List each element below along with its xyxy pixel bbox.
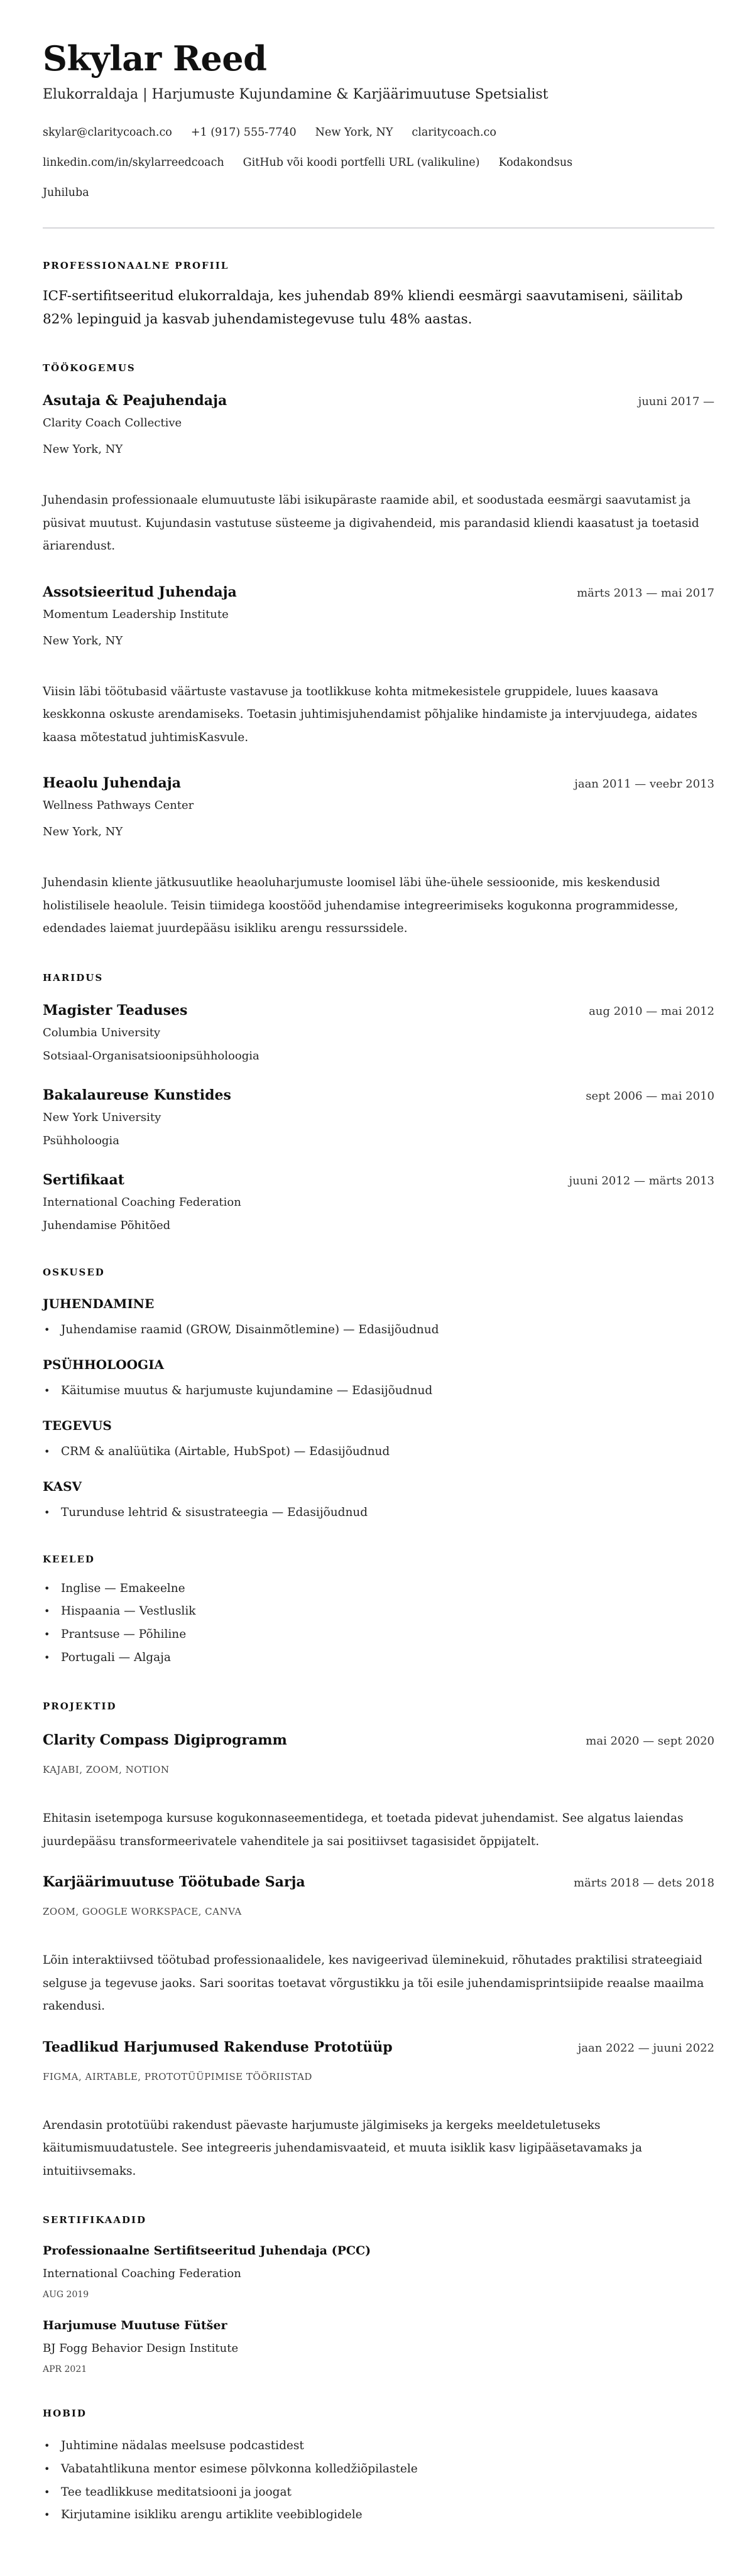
education-entry	[43, 1086, 714, 1150]
project-entry	[43, 2038, 714, 2184]
job-description: Juhendasin professionaale elumuutuste läbi isikupäraste raamide abil, et soodustada eesmärgi saavutamist ja püsivat muutust. Kujundasin vastutuse süsteeme ja digivahendeid, mis parandasid kliendi kaasatust ja toetasid äriarendust.	[43, 494, 699, 553]
project-description: Lõin interaktiivsed töötubad professionaalidele, kes navigeerivad üleminekuid, rõhutades praktilisi strateegiaid selguse ja tegevuse jaoks. Sari sooritas toetavat võrgustikku ja tõi esile juhendamisprintsiipide reaalse maailma rakendusi.	[43, 1954, 704, 2013]
certifications-section	[43, 2214, 714, 2376]
skill-item: • CRM & analüütika (Airtable, HubSpot) — Edasijõudnud	[61, 1442, 714, 1461]
project-description: Arendasin prototüübi rakendust päevaste harjumuste jälgimiseks ja kergeks meeldetuletuseks käitumismuudatustele. See integreeris juhendamisvaateid, et muuta isiklik kasv ligipääsetavamaks ja intuitiivsemaks.	[43, 2118, 642, 2178]
project-entry	[43, 1873, 714, 2018]
job-dates: juuni 2017 —	[638, 395, 714, 408]
entry-header	[43, 1731, 714, 1750]
section-title: KEELED	[43, 1553, 95, 1565]
job-description: Viisin läbi töötubasid väärtuste vastavuse ja tootlikkuse kohta mitmekesistele gruppidele, luues kaasava keskkonna oskuste arendamiseks. Toetasin juhtimisjuhendamist põhjalike hindamiste ja intervjuudega, aidates kaasa mõtestatud juhtimisKasvule.	[43, 685, 697, 744]
certification-entry	[43, 2243, 714, 2302]
contact-github: GitHub või koodi portfelli URL (valikuline)	[243, 156, 480, 169]
experience-section	[43, 362, 714, 941]
skill-list	[43, 1382, 714, 1400]
experience-entry	[43, 392, 714, 558]
experience-entry	[43, 774, 714, 941]
entry-header	[43, 583, 714, 602]
entry-header	[43, 392, 714, 411]
job-description: Juhendasin kliente jätkusuutlike heaoluharjumuste loomisel läbi ühe-ühele sessioonide, mis keskendusid holistilisele heaolule. Teisin tiimidega koostööd juhendamise integreerimiseks kogukonna programmidesse, edendades laiemat juurdepääsu isikliku arengu ressurssidele.	[43, 876, 679, 935]
entry-header	[43, 1002, 714, 1020]
skill-list	[43, 1442, 714, 1461]
languages-section	[43, 1554, 714, 1670]
field-of-study: Juhendamise Põhitõed	[43, 1218, 171, 1232]
language-item: • Hispaania — Vestluslik	[61, 1600, 714, 1623]
project-tech-stack: FIGMA, AIRTABLE, PROTOTÜÜPIMISE TÖÖRIISTAD	[43, 2070, 312, 2082]
section-title: OSKUSED	[43, 1266, 105, 1278]
profile-summary: ICF-sertifitseeritud elukorraldaja, kes juhendab 89% kliendi eesmärgi saavutamiseni, säilitab 82% lepinguid ja kasvab juhendamistegevuse tulu 48% aastas.	[43, 288, 683, 327]
language-item: • Portugali — Algaja	[61, 1647, 714, 1670]
school-name: New York University	[43, 1110, 161, 1124]
skill-item: • Turunduse lehtrid & sisustrateegia — Edasijõudnud	[61, 1503, 714, 1522]
skill-item: • Juhendamise raamid (GROW, Disainmõtlemine) — Edasijõudnud	[61, 1321, 714, 1339]
candidate-name: Skylar Reed	[43, 38, 267, 78]
company-name: Clarity Coach Collective	[43, 416, 182, 430]
skill-category-title: PSÜHHOLOOGIA	[43, 1356, 164, 1372]
project-tech-stack: ZOOM, GOOGLE WORKSPACE, CANVA	[43, 1906, 242, 1918]
hobby-item: • Tee teadlikkuse meditatsiooni ja joogat	[61, 2481, 714, 2504]
language-list	[43, 1578, 714, 1670]
project-name: Karjäärimuutuse Töötubade Sarja	[43, 1874, 305, 1891]
header-divider	[43, 227, 714, 229]
skill-category-title: JUHENDAMINE	[43, 1296, 155, 1311]
school-name: Columbia University	[43, 1026, 161, 1039]
entry-header	[43, 2038, 714, 2057]
project-name: Clarity Compass Digiprogramm	[43, 1732, 287, 1749]
projects-section	[43, 1701, 714, 2183]
job-title: Assotsieeritud Juhendaja	[43, 583, 237, 600]
education-dates: aug 2010 — mai 2012	[589, 1004, 714, 1018]
job-title: Heaolu Juhendaja	[43, 775, 181, 791]
entry-header	[43, 774, 714, 793]
education-entry	[43, 1002, 714, 1066]
hobby-item: • Juhtimine nädalas meelsuse podcastidest	[61, 2435, 714, 2458]
project-tech-stack: KAJABI, ZOOM, NOTION	[43, 1764, 170, 1776]
education-dates: sept 2006 — mai 2010	[586, 1089, 714, 1103]
skill-list	[43, 1321, 714, 1339]
contact-row	[43, 178, 714, 208]
education-entry	[43, 1171, 714, 1235]
language-item: • Inglise — Emakeelne	[61, 1578, 714, 1601]
project-dates: jaan 2022 — juuni 2022	[577, 2041, 714, 2055]
section-title: HARIDUS	[43, 971, 104, 983]
contact-website-link[interactable]: claritycoach.co	[412, 126, 496, 139]
contact-row	[43, 148, 714, 178]
section-title: HOBID	[43, 2408, 87, 2420]
project-name: Teadlikud Harjumused Rakenduse Prototüüp	[43, 2038, 393, 2055]
project-description: Ehitasin isetempoga kursuse kogukonnaseementidega, et toetada pidevat juhendamist. See algatus laiendas juurdepääsu transformeerivatele vahenditele ja sai positiivset tagasisidet õppijatelt.	[43, 1812, 684, 1848]
resume-header	[43, 38, 714, 229]
section-title: PROFESSIONAALNE PROFIIL	[43, 260, 229, 271]
contact-citizenship: Kodakondsus	[498, 156, 573, 169]
skill-category-title: KASV	[43, 1478, 82, 1494]
contact-email-link[interactable]: skylar@claritycoach.co	[43, 126, 172, 139]
entry-header	[43, 1171, 714, 1190]
hobbies-section	[43, 2408, 714, 2527]
skills-section	[43, 1267, 714, 1522]
education-dates: juuni 2012 — märts 2013	[569, 1174, 714, 1188]
education-section	[43, 972, 714, 1235]
degree-title: Magister Teaduses	[43, 1002, 188, 1019]
school-name: International Coaching Federation	[43, 1195, 241, 1209]
certification-date: APR 2021	[43, 2364, 87, 2375]
section-title: PROJEKTID	[43, 1701, 117, 1713]
skill-item: • Käitumise muutus & harjumuste kujundamine — Edasijõudnud	[61, 1382, 714, 1400]
entry-header	[43, 1086, 714, 1105]
field-of-study: Sotsiaal-Organisatsioonipsühholoogia	[43, 1049, 260, 1063]
contact-linkedin-link[interactable]: linkedin.com/in/skylarreedcoach	[43, 156, 224, 169]
field-of-study: Psühholoogia	[43, 1134, 119, 1147]
language-item: • Prantsuse — Põhiline	[61, 1623, 714, 1647]
candidate-headline: Elukorraldaja | Harjumuste Kujundamine & Karjäärimuutuse Spetsialist	[43, 87, 549, 102]
experience-entry	[43, 583, 714, 750]
contact-info	[43, 117, 714, 208]
hobby-item: • Vabatahtlikuna mentor esimese põlvkonna kolledžiõpilastele	[61, 2458, 714, 2481]
certification-issuer: BJ Fogg Behavior Design Institute	[43, 2342, 239, 2356]
profile-section	[43, 260, 714, 331]
job-location: New York, NY	[43, 634, 123, 647]
skill-list	[43, 1503, 714, 1522]
contact-location: New York, NY	[315, 126, 393, 139]
certification-issuer: International Coaching Federation	[43, 2267, 241, 2281]
project-dates: mai 2020 — sept 2020	[586, 1734, 714, 1748]
degree-title: Bakalaureuse Kunstides	[43, 1086, 231, 1103]
project-entry	[43, 1731, 714, 1853]
certification-date: AUG 2019	[43, 2290, 89, 2300]
job-dates: jaan 2011 — veebr 2013	[574, 777, 714, 791]
certification-name: Harjumuse Muutuse Fütšer	[43, 2319, 227, 2333]
job-location: New York, NY	[43, 443, 123, 456]
company-name: Momentum Leadership Institute	[43, 607, 229, 621]
contact-drivers-license: Juhiluba	[43, 187, 89, 199]
contact-row	[43, 117, 714, 148]
section-title: SERTIFIKAADID	[43, 2214, 147, 2226]
job-dates: märts 2013 — mai 2017	[577, 586, 714, 600]
hobby-item: • Kirjutamine isikliku arengu artiklite veebiblogidele	[61, 2504, 714, 2527]
contact-phone: +1 (917) 555-7740	[190, 126, 297, 139]
certification-entry	[43, 2317, 714, 2376]
project-dates: märts 2018 — dets 2018	[573, 1876, 714, 1890]
job-title: Asutaja & Peajuhendaja	[43, 392, 227, 409]
section-title: TÖÖKOGEMUS	[43, 362, 136, 374]
certification-name: Professionaalne Sertifitseeritud Juhendaja (PCC)	[43, 2244, 371, 2258]
job-location: New York, NY	[43, 825, 123, 838]
company-name: Wellness Pathways Center	[43, 799, 194, 812]
hobby-list	[43, 2435, 714, 2527]
degree-title: Sertifikaat	[43, 1171, 124, 1188]
skill-category-title: TEGEVUS	[43, 1417, 112, 1433]
entry-header	[43, 1873, 714, 1892]
